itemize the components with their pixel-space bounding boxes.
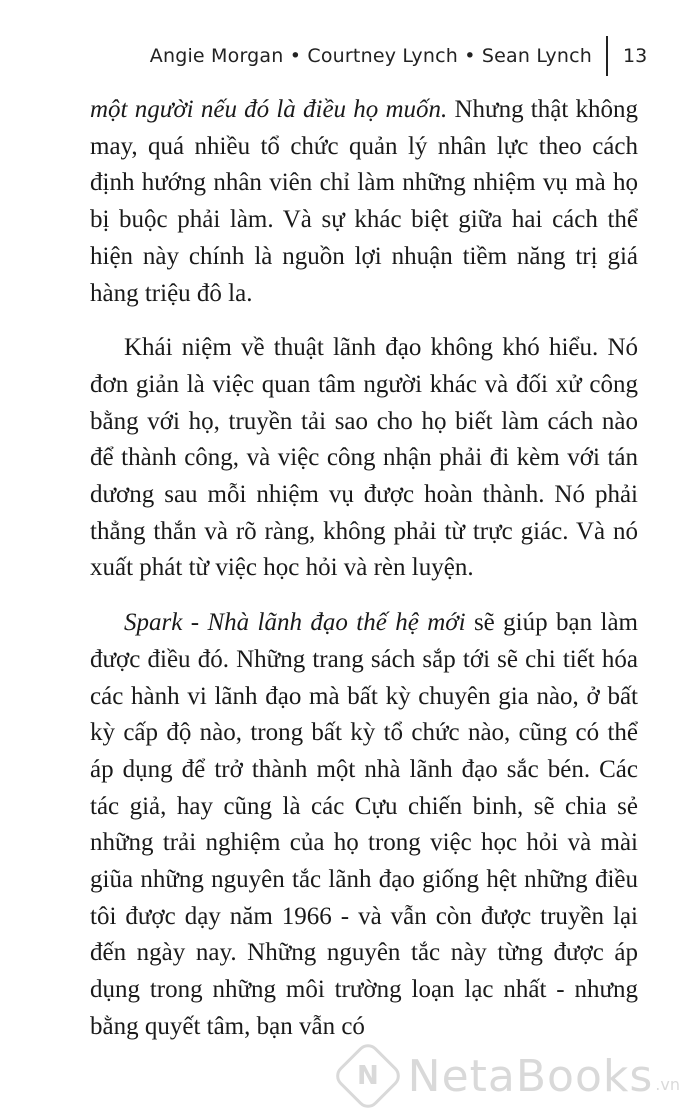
paragraph-1-italic: một người nếu đó là điều họ muốn.	[90, 96, 448, 123]
paragraph-2-text: Khái niệm về thuật lãnh đạo không khó hiểu. Nó đơn giản là việc quan tâm người khác và đối xử công bằng với họ, truyền tải sao cho họ biết làm cách nào để thành công, và việc công nhận phải đi kèm với tán dương sau mỗi nhiệm vụ được hoàn thành. Nó phải thẳng thắn và rõ ràng, không phải từ trực giác. Và nó xuất phát từ việc học hỏi và rèn luyện.	[90, 334, 638, 582]
book-title-italic: Spark - Nhà lãnh đạo thế hệ mới	[124, 609, 466, 637]
paragraph-2	[90, 330, 638, 587]
watermark-brand: NetaBooks	[407, 1050, 654, 1102]
running-head-separator	[606, 36, 608, 76]
netabooks-logo-icon	[331, 1039, 405, 1113]
paragraph-1-text: Nhưng thật không may, quá nhiều tổ chức quản lý nhân lực theo cách định hướng nhân viên chỉ làm những nhiệm vụ mà họ bị buộc phải làm. Và sự khác biệt giữa hai cách thể hiện này chính là nguồn lợi nhuận tiềm năng trị giá hàng triệu đô la.	[90, 96, 639, 307]
body-text	[90, 92, 638, 1064]
running-head-authors: Angie Morgan • Courtney Lynch • Sean Lynch	[149, 45, 592, 67]
logo-letter: N	[356, 1060, 379, 1091]
paragraph-3	[90, 605, 638, 1045]
watermark	[342, 1050, 680, 1102]
watermark-tld: .vn	[655, 1075, 680, 1094]
page-number: 13	[623, 45, 648, 67]
paragraph-1	[90, 92, 638, 312]
running-head	[150, 38, 608, 74]
paragraph-3-text: sẽ giúp bạn làm được điều đó. Những trang sách sắp tới sẽ chi tiết hóa các hành vi lãnh đạo mà bất kỳ chuyên gia nào, ở bất kỳ cấp độ nào, trong bất kỳ tổ chức nào, cũng có thể áp dụng để trở thành một nhà lãnh đạo sắc bén. Các tác giả, hay cũng là các Cựu chiến binh, sẽ chia sẻ những trải nghiệm của họ trong việc học hỏi và mài giũa những nguyên tắc lãnh đạo giống hệt những điều tôi được dạy năm 1966 - và vẫn còn được truyền lại đến ngày nay. Những nguyên tắc này từng được áp dụng trong những môi trường loạn lạc nhất - nhưng bằng quyết tâm, bạn vẫn có	[90, 609, 638, 1040]
